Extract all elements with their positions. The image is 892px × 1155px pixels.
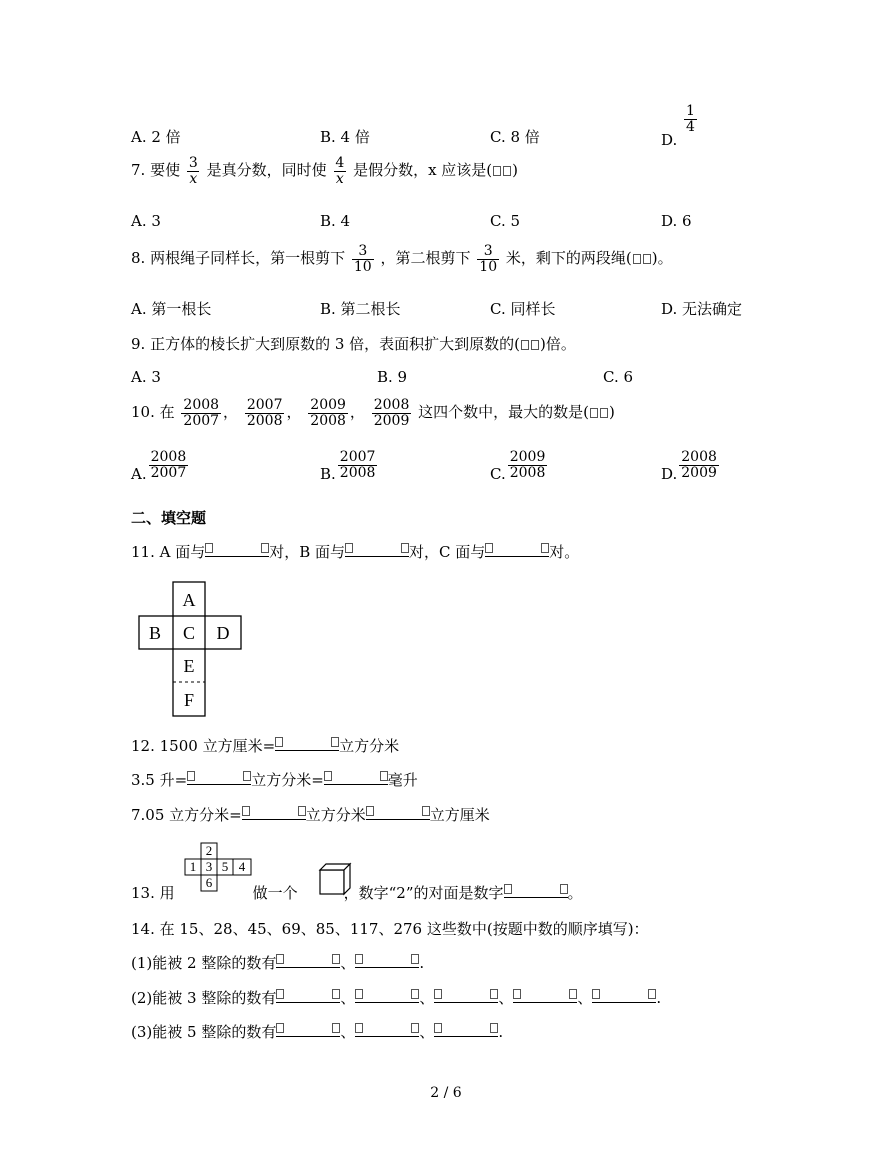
question-14-2: (2)能被 3 整除的数有 、 、 、 、 . — [131, 989, 662, 1007]
answer-box[interactable] — [531, 340, 539, 350]
net-label-f: F — [183, 690, 195, 710]
q7-option-d: D. 6 — [661, 212, 692, 230]
q7-option-b: B. 4 — [320, 212, 351, 230]
question-9: 9. 正方体的棱长扩大到原数的 3 倍，表面积扩大到原数的( )倍。 — [131, 335, 576, 353]
question-8: 8. 两根绳子同样长，第一根剪下 $\frac{3}{10}$ ，第二根剪下 $\frac{3}{10}$ 米，剩下的两段绳( )。 — [131, 243, 673, 275]
net-label-b: B — [148, 623, 162, 643]
answer-box[interactable] — [493, 166, 501, 176]
q10-option-b: B. $\frac{2007}{2008}$ — [320, 449, 376, 484]
fraction: $\frac{3}{10}$ — [479, 243, 498, 275]
q10-option-d: D. $\frac{2008}{2009}$ — [661, 449, 717, 484]
answer-blank[interactable] — [242, 805, 306, 820]
answer-blank[interactable] — [187, 770, 251, 785]
answer-blank[interactable] — [324, 770, 388, 785]
answer-blank[interactable] — [434, 1022, 498, 1037]
net-number-4: 4 — [238, 859, 246, 874]
question-12c: 7.05 立方分米= 立方分米 立方厘米 — [131, 806, 490, 824]
answer-blank[interactable] — [434, 988, 498, 1003]
q6-option-b: B. 4 倍 — [320, 128, 370, 146]
answer-box[interactable] — [600, 408, 608, 418]
answer-blank[interactable] — [205, 542, 269, 557]
question-10: 10. 在 $\frac{2008}{2007}$ ， $\frac{2007}{2008}$ ， $\frac{2009}{2008}$ ， $\frac{2008}{2009}$ 这四个数中，最大的数是( ) — [131, 397, 615, 429]
fraction: $\frac{2009}{2008}$ — [310, 397, 346, 429]
answer-box[interactable] — [521, 340, 529, 350]
net-number-5: 5 — [221, 859, 229, 874]
answer-blank[interactable] — [355, 1022, 419, 1037]
q8-option-a: A. 第一根长 — [131, 300, 212, 318]
answer-blank[interactable] — [504, 883, 568, 898]
q8-option-d: D. 无法确定 — [661, 300, 743, 318]
q8-option-c: C. 同样长 — [490, 300, 556, 318]
question-7: 7. 要使 $\frac{3}{x}$ 是真分数，同时使 $\frac{4}{x}$ 是假分数，x 应该是( ) — [131, 155, 519, 187]
fraction: $\frac{2008}{2007}$ — [183, 397, 220, 429]
q10-option-c: C. $\frac{2009}{2008}$ — [490, 449, 546, 484]
answer-blank[interactable] — [345, 542, 409, 557]
q9-option-c: C. 6 — [603, 368, 634, 386]
answer-blank[interactable] — [276, 1022, 340, 1037]
answer-blank[interactable] — [355, 953, 419, 968]
answer-blank[interactable] — [513, 988, 577, 1003]
answer-blank[interactable] — [276, 953, 340, 968]
net-number-6: 6 — [205, 875, 213, 890]
fraction: $\frac{2008}{2009}$ — [373, 397, 410, 429]
q9-option-a: A. 3 — [131, 368, 161, 386]
q7-option-a: A. 3 — [131, 212, 161, 230]
fraction: $\frac{2008}{2009}$ — [681, 449, 717, 481]
net-number-1: 1 — [189, 859, 197, 874]
answer-blank[interactable] — [276, 988, 340, 1003]
question-14-1: (1)能被 2 整除的数有 、 . — [131, 954, 425, 972]
answer-blank[interactable] — [485, 542, 549, 557]
fraction: $\frac{3}{x}$ — [188, 155, 198, 187]
fraction: $\frac{2008}{2007}$ — [150, 449, 187, 481]
answer-box[interactable] — [633, 254, 641, 264]
fraction: $\frac{1}{4}$ — [686, 103, 695, 135]
question-12a: 12. 1500 立方厘米= 立方分米 — [131, 737, 400, 755]
net-label-e: E — [183, 656, 195, 676]
fraction: $\frac{3}{10}$ — [353, 243, 372, 275]
answer-blank[interactable] — [592, 988, 656, 1003]
q6-option-c: C. 8 倍 — [490, 128, 540, 146]
answer-blank[interactable] — [355, 988, 419, 1003]
net-label-d: D — [216, 623, 230, 643]
q9-option-b: B. 9 — [377, 368, 408, 386]
fraction: $\frac{2007}{2008}$ — [339, 449, 376, 481]
q6-option-d: D. $\frac{1}{4}$ — [661, 103, 695, 150]
answer-box[interactable] — [503, 166, 511, 176]
q10-option-a: A. $\frac{2008}{2007}$ — [131, 449, 187, 484]
net-number-3: 3 — [205, 859, 213, 874]
net-number-2: 2 — [205, 843, 213, 858]
question-11: 11. A 面与 对，B 面与 对，C 面与 对。 — [131, 543, 580, 561]
q6-option-a: A. 2 倍 — [131, 128, 181, 146]
question-13: 13. 用 做一个 ，数字“2”的对面是数字 。 — [131, 884, 583, 902]
answer-box[interactable] — [643, 254, 651, 264]
answer-blank[interactable] — [366, 805, 430, 820]
question-12b: 3.5 升= 立方分米= 毫升 — [131, 771, 418, 789]
page-number: 2 / 6 — [430, 1085, 462, 1101]
question-14-3: (3)能被 5 整除的数有 、 、 . — [131, 1023, 504, 1041]
q7-option-c: C. 5 — [490, 212, 521, 230]
answer-box[interactable] — [590, 408, 598, 418]
net-label-c: C — [182, 623, 196, 643]
answer-blank[interactable] — [275, 736, 339, 751]
question-14: 14. 在 15、28、45、69、85、117、276 这些数中(按题中数的顺序填写)： — [131, 920, 649, 938]
cube-net-diagram — [137, 580, 243, 718]
fraction: $\frac{2009}{2008}$ — [509, 449, 546, 481]
net-label-a: A — [182, 590, 196, 610]
section-heading: 二、填空题 — [131, 509, 207, 527]
fraction: $\frac{4}{x}$ — [335, 155, 345, 187]
fraction: $\frac{2007}{2008}$ — [246, 397, 283, 429]
q8-option-b: B. 第二根长 — [320, 300, 401, 318]
